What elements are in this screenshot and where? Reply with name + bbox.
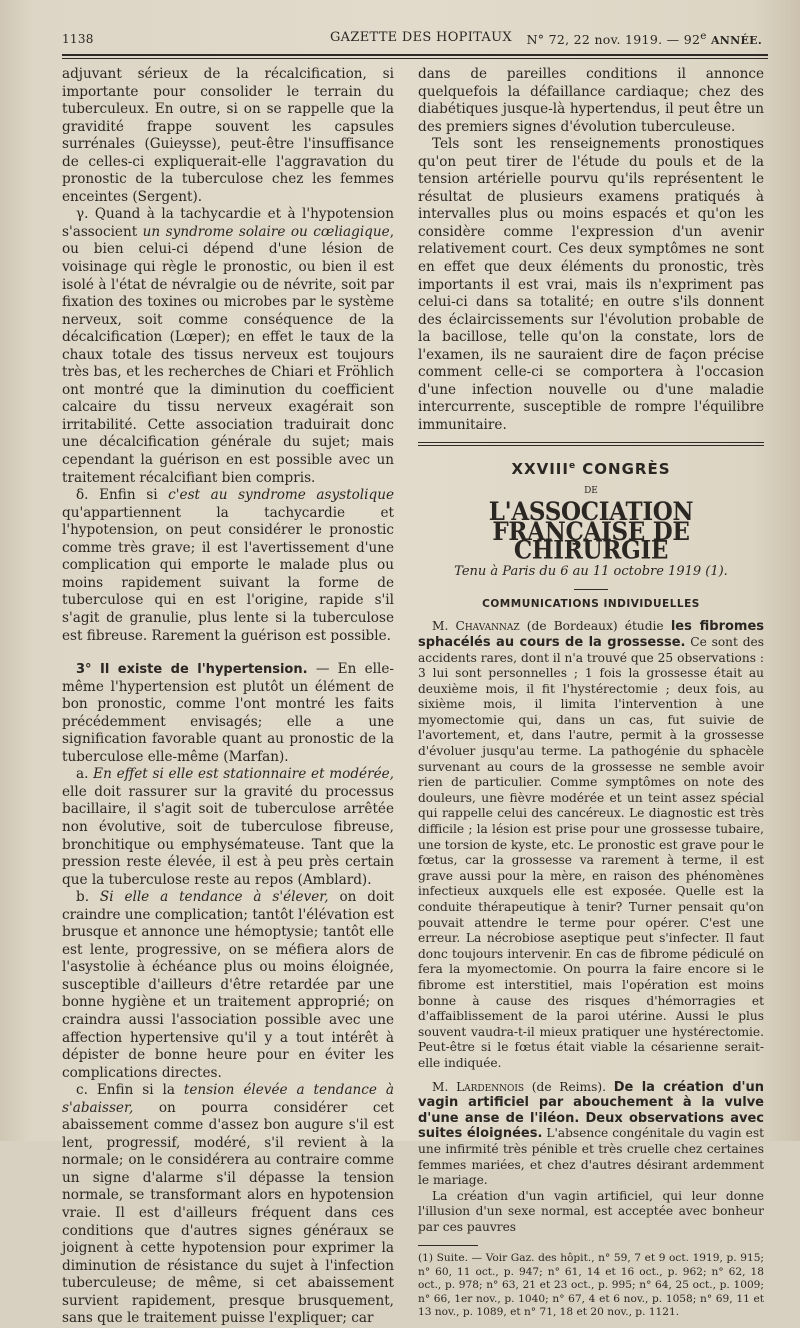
page-header [62, 26, 762, 50]
short-divider [574, 589, 608, 590]
footnote-rule [418, 1245, 478, 1246]
congress-number: XXVIIIe CONGRÈS [511, 460, 671, 479]
header-rule [62, 54, 768, 59]
communication-lardennois: M. Lardennois (de Reims). De la création d'un vagin artificiel par abouchement à la vulve d'une anse de l'iléon. Deux observations avec suites éloignées. L'absence congénitale du vagin est une infirmité très pénible et très cruelle chez certaines femmes mariées, et chez d'autres désirant ardemment le mariage. [418, 1079, 765, 1188]
paragraph: adjuvant sérieux de la récalcification, si importante pour consolider le terrain du tuberculeux. En outre, si on se rappelle que la gravidité frappe souvent les capsules surrénales (Guieysse), peut-être l'insuffisance de celles-ci expliquerait-elle l'aggravation du pronostic de la tuberculose chez les femmes enceintes (Sergent). [62, 66, 394, 205]
communications-heading: COMMUNICATIONS INDIVIDUELLES [482, 597, 700, 610]
section-heading: 3° Il existe de l'hypertension. [76, 662, 308, 678]
paragraph: γ. Quand à la tachycardie et à l'hypotension s'associent un syndrome solaire ou cœliagique, ou bien celui-ci dépend d'une lésion de voisinage qui règle le pronostic, ou bien il est isolé à l'état de névralgie ou de névrite, soit par fixation des toxines ou microbes par le système nerveux, soit comme conséquence de la décalcification (Lœper); en effet le taux de la chaux totale des tissus nerveux est toujours très bas, et les recherches de Chiari et Fröhlich ont montré que la diminution du coefficient calcaire du tissu nerveux exagérait son irritabilité. Cette association traduirait donc une décalcification générale du sujet; mais cependant la guérison en est possible avec un traitement récalcifiant bien compris. [62, 206, 395, 486]
footnote: (1) Suite. — Voir Gaz. des hôpit., n° 59, 7 et 9 oct. 1919, p. 915; n° 60, 11 oct., p. 947; n° 61, 14 et 16 oct., p. 962; n° 62, 18 oct., p. 978; n° 63, 21 et 23 oct., p. 995; n° 64, 25 oct., p. 1009; n° 66, 1er nov., p. 1040; n° 67, 4 et 6 nov., p. 1058; n° 69, 11 et 13 nov., p. 1089, et n° 71, 18 et 20 nov., p. 1121. [418, 1252, 764, 1319]
right-column [418, 66, 764, 1320]
paragraph: a. En effet si elle est stationnaire et modérée, elle doit rassurer sur la gravité du processus bacillaire, il s'agit soit de tuberculose arrêtée non évolutive, soit de tuberculose fibreuse, bronchitique ou emphysémateuse. Tant que la pression reste élevée, il est à peu près certain que la tuberculose reste au repos (Amblard). [62, 766, 394, 888]
section-hypertension: 3° Il existe de l'hypertension. — En elle-même l'hypertension est plutôt un élément de bon pronostic, comme l'ont montré les faits précédemment envisagés; elle a une signification favorable quant au pronostic de la tuberculose elle-même (Marfan). [62, 661, 394, 765]
section-divider [418, 442, 764, 446]
congress-de: DE [584, 486, 598, 497]
left-column [62, 66, 394, 1328]
issue-info: N° 72, 22 nov. 1919. — 92e ANNÉE. [526, 30, 762, 48]
paragraph: Tels sont les renseignements pronostiques qu'on peut tirer de l'étude du pouls et de la tension artérielle pourvu qu'ils représentent le résultat de plusieurs examens pratiqués à intervalles plus ou moins espacés et qu'on les considère comme l'expression d'un avenir relativement court. Ces deux symptômes ne sont en effet que deux éléments du pronostic, très importants il est vrai, mais ils n'expriment pas celui-ci dans sa totalité; en outre s'ils donnent des éclaircissements sur l'évolution probable de la bacillose, telle qu'on la constate, lors de l'examen, ils ne sauraient dire de façon précise comment celle-ci se comportera à l'occasion d'une infection nouvelle ou d'une maladie intercurrente, susceptible de rompre l'équilibre immunitaire. [418, 136, 764, 433]
paragraph: b. Si elle a tendance à s'élever, on doit craindre une complication; tantôt l'élévation est brusque et annonce une hémoptysie; tantôt elle est lente, progressive, on se méfiera alors de l'asystolie à échéance plus ou moins éloignée, susceptible d'ailleurs d'être retardée par une bonne hygiène et un traitement approprié; on craindra aussi l'association possible avec une affection hypertensive qu'il y a tout intérêt à dépister de bonne heure pour en éviter les complications directes. [62, 889, 394, 1081]
paragraph: dans de pareilles conditions il annonce quelquefois la défaillance cardiaque; chez des diabétiques jusque-là hypertendus, il peut être un des premiers signes d'évolution tuberculeuse. [418, 66, 764, 135]
page-number: 1138 [62, 32, 94, 46]
paragraph: La création d'un vagin artificiel, qui leur donne l'illusion d'un sexe normal, est acceptée avec bonheur par ces pauvres [418, 1188, 764, 1234]
paragraph: c. Enfin si la tension élevée a tendance à s'abaisser, on pourra considérer cet abaissement comme d'assez bon augure s'il est lent, progressif, modéré, s'il revient à la normale; on le considérera au contraire comme un signe d'alarme s'il dépasse la tension normale, se transformant alors en hypotension vraie. Il est d'ailleurs fréquent dans ces conditions que d'autres signes généraux se joignent à cette hypotension pour exprimer la diminution de résistance du sujet à l'infection tuberculeuse; de même, si cet abaissement survient rapidement, presque brusquement, sans que le traitement puisse l'expliquer; car [62, 1082, 394, 1327]
congress-dates: Tenu à Paris du 6 au 11 octobre 1919 (1). [454, 564, 728, 580]
paragraph: δ. Enfin si c'est au syndrome asystolique qu'appartiennent la tachycardie et l'hypotension, on peut considérer le pronostic comme très grave; il est l'avertissement d'une complication qui emporte le malade plus ou moins rapidement suivant la forme de tuberculose qui en est l'origine, rapide s'il s'agit de granulie, plus lente si la tuberculose est fibreuse. Rarement la guérison est possible. [62, 487, 395, 644]
communication-chavannaz: M. Chavannaz (de Bordeaux) étudie les fibromes sphacélés au cours de la grossesse. Ce sont des accidents rares, dont il n'a trouvé que 25 observations : 3 lui sont personnelles ; 1 fois la grossesse était au deuxième mois, il fit l'hystérectomie ; deux fois, au sixième mois, il limita l'intervention à une myomectomie qui, dans un cas, fut suivie de l'avortement, et, dans l'autre, permit à la grossesse d'évoluer jusqu'au terme. La pathogénie du sphacèle survenant au cours de la grossesse ne semble avoir rien de particulier. Comme symptômes on note des douleurs, une fièvre modérée et un teint assez spécial qui rappelle celui des cancéreux. Le diagnostic est très difficile ; la lésion est prise pour une grossesse tubaire, une torsion de kyste, etc. Le pronostic est grave pour le fœtus, car la grossesse va rarement à terme, il est grave aussi pour la mère, en raison des phénomènes infectieux auxquels elle est exposée. Quelle est la conduite thérapeutique à tenir? Turner pensait qu'on pouvait attendre le terme pour opérer. C'est une erreur. La nécrobiose aseptique peut s'infecter. Il faut donc toujours intervenir. En cas de fibrome pédiculé on fera la myomectomie. On pourra la faire encore si le fibrome est interstitiel, mais l'opération est moins bonne à cause des risques d'hémorragies et d'affaiblissement de la paroi utérine. Aussi le plus souvent vaudra-t-il mieux pratiquer une hystérectomie. Peut-être si le fœtus était viable la césarienne serait-elle indiquée. [418, 619, 765, 1070]
association-title: L'ASSOCIATION FRANÇAISE DE CHIRURGIE [488, 496, 694, 565]
journal-title: GAZETTE DES HOPITAUX [330, 30, 512, 45]
